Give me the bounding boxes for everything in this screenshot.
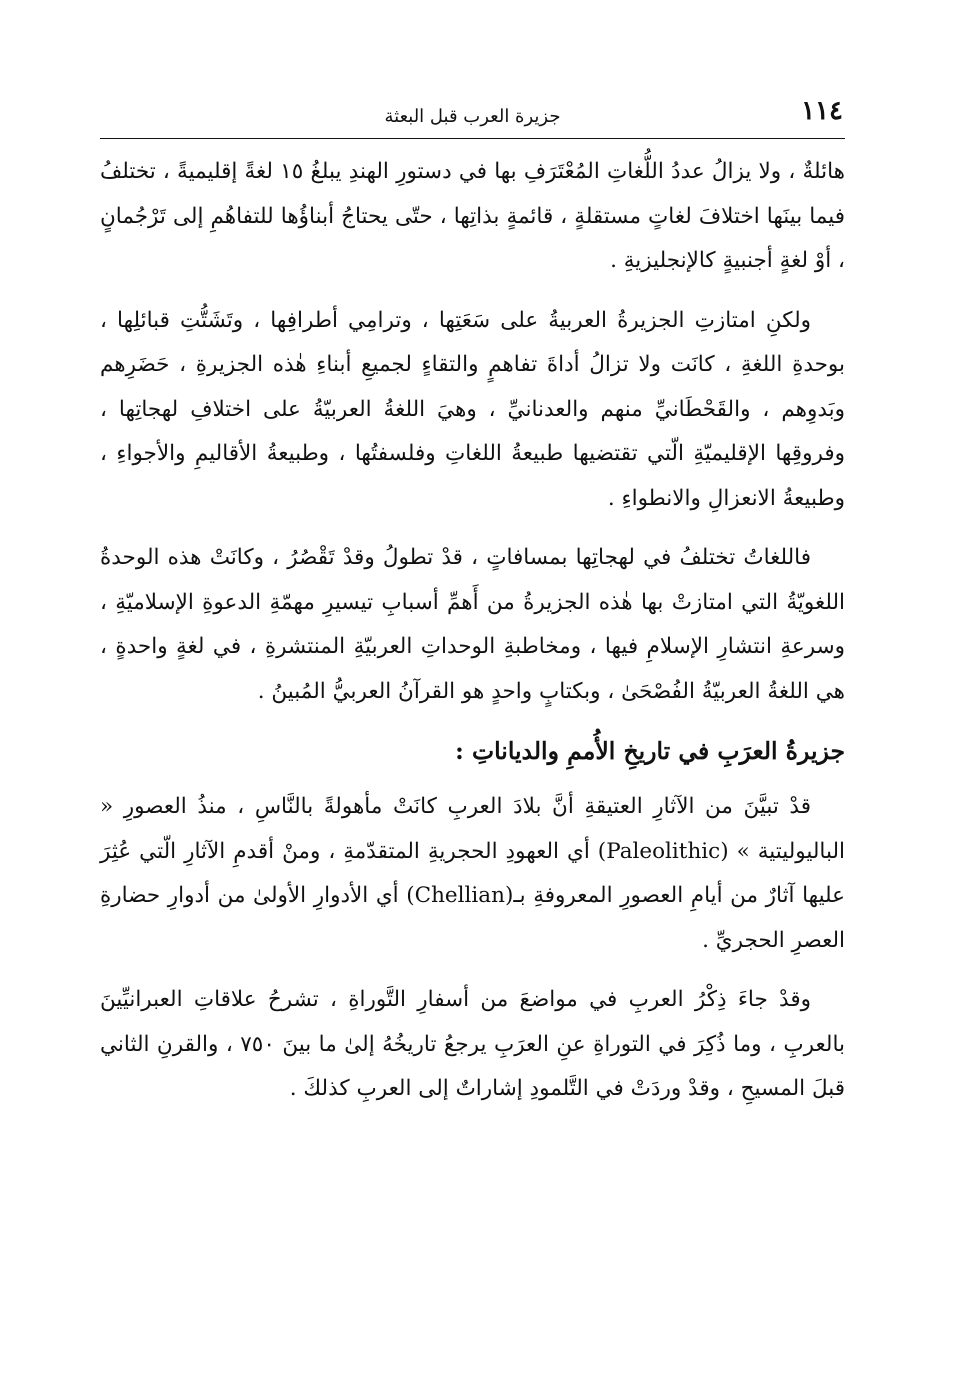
section-heading: جزيرةُ العرَبِ في تاريخِ الأُممِ والدياناتِ : <box>455 737 845 765</box>
paragraph-5: وقدْ جاءَ ذِكْرُ العربِ في مواضعَ من أسفارِ التَّوراةِ ، تشرحُ علاقاتِ العبرانيِّينَ بالعربِ ، وما ذُكِرَ في التوراةِ عنِ العرَبِ يرجعُ تاريخُهُ إلىٰ ما بينَ ٧٥٠ ، والقرنِ الثاني قبلَ المسيحِ ، وقدْ وردَتْ في التَّلمودِ إشاراتٌ إلى العربِ كذلكَ . <box>100 987 845 1101</box>
running-header <box>100 92 845 139</box>
page-body <box>100 150 845 1127</box>
running-title: جزيرة العرب قبل البعثة <box>384 106 561 127</box>
paragraph-4: قدْ تبيَّنَ من الآثارِ العتيقةِ أنَّ بلادَ العربِ كانَتْ مأهولةً بالنَّاسِ ، منذُ العصورِ « الباليوليتية » (Paleolithic) أي العهودِ الحجريةِ المتقدّمةِ ، ومنْ أقدمِ الآثارِ الّتي عُثِرَ عليها آثارٌ من أيامِ العصورِ المعروفةِ بـ(Chellian) أي الأدوارِ الأولىٰ من أدوارِ حضارةِ العصرِ الحجريِّ . <box>100 794 845 953</box>
paragraph-3: فاللغاتُ تختلفُ في لهجاتِها بمسافاتٍ ، قدْ تطولُ وقدْ تَقْصُرُ ، وكانَتْ هذه الوحدةُ اللغويّةُ التي امتازتْ بها هٰذه الجزيرةُ من أَهمِّ أسبابِ تيسيرِ مهمّةِ الدعوةِ الإسلاميّةِ ، وسرعةِ انتشارِ الإسلامِ فيها ، ومخاطبةِ الوحداتِ العربيّةِ المنتشرةِ ، في لغةٍ واحدةٍ ، هي اللغةُ العربيّةُ الفُصْحَىٰ ، وبكتابٍ واحدٍ هو القرآنُ العربيُّ المُبينُ . <box>100 545 845 704</box>
paragraph-2: ولكنِ امتازتِ الجزيرةُ العربيةُ على سَعَتِها ، وترامِي أطرافِها ، وتَشَتُّتِ قبائلِها ، بوحدةِ اللغةِ ، كانَت ولا تزالُ أداةَ تفاهمٍ والتقاءٍ لجميعِ أبناءِ هٰذه الجزيرةِ ، حَضَرِهم وبَدوِهم ، والقَحْطَانيِّ منهم والعدنانيِّ ، وهيَ اللغةُ العربيّةُ على اختلافِ لهجاتِها ، وفروقِها الإقليميّةِ الّتي تقتضيها طبيعةُ اللغاتِ وفلسفتُها ، وطبيعةُ الأقاليمِ والأجواءِ ، وطبيعةُ الانعزالِ والانطواءِ . <box>100 307 845 511</box>
page-number: ١١٤ <box>801 96 843 126</box>
paragraph-1: هائلةٌ ، ولا يزالُ عددُ اللُّغاتِ المُعْتَرَفِ بها في دستورِ الهندِ يبلغُ ١٥ لغةً إقليميةً ، تختلفُ فيما بينَها اختلافَ لغاتٍ مستقلةٍ ، قائمةٍ بذاتِها ، حتّى يحتاجُ أبناؤُها للتفاهُمِ إلى تَرْجُمانٍ ، أوْ لغةٍ أجنبيةٍ كالإنجليزيةِ . <box>100 159 845 273</box>
